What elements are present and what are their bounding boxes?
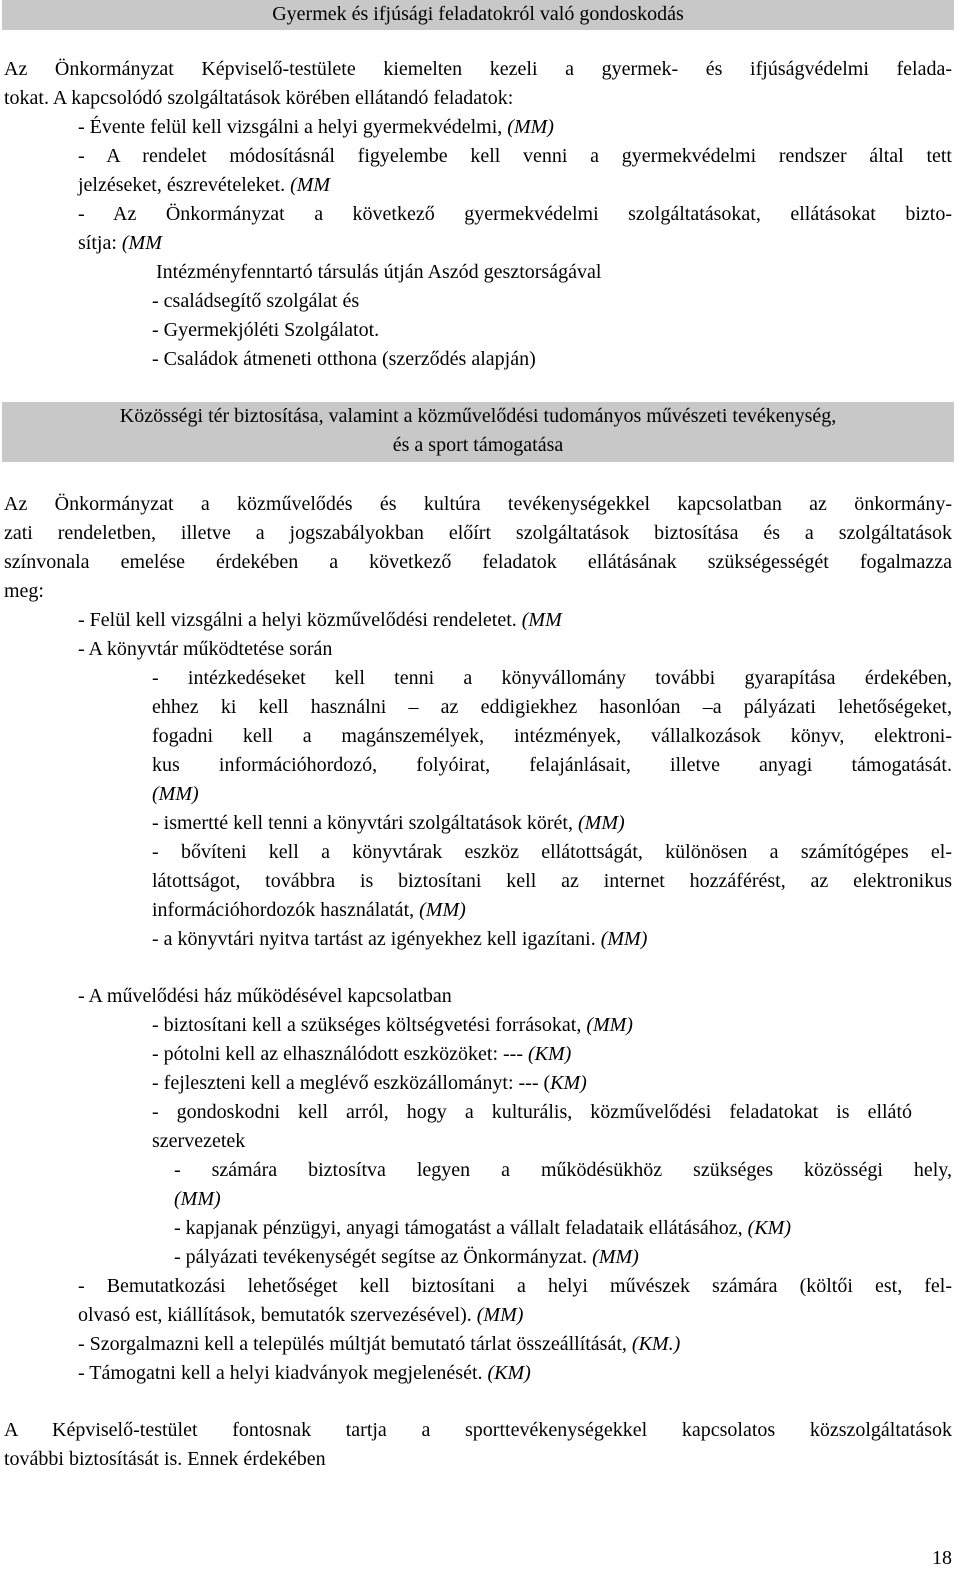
sub-item: - ismertté kell tenni a könyvtári szolgáltatások körét, (MM) (152, 812, 625, 834)
sub-item: - Gyermekjóléti Szolgálatot. (152, 319, 380, 341)
paragraph-line: meg: (4, 580, 44, 602)
sub-item: - Családok átmeneti otthona (szerződés alapján) (152, 348, 536, 370)
list-item: - Az Önkormányzat a következő gyermekvédelmi szolgáltatásokat, ellátásokat bizto- (78, 203, 952, 225)
sub-item: - gondoskodni kell arról, hogy a kulturális, közművelődési feladatokat is ellátó (152, 1101, 912, 1123)
sub-item: kus információhordozó, folyóirat, felajánlásait, illetve anyagi támogatását. (152, 754, 952, 776)
responsibility-tag: (KM.) (631, 1333, 681, 1355)
section-header-culture-line: és a sport támogatása (392, 434, 564, 456)
paragraph-line: A Képviselő-testület fontosnak tartja a sporttevékenységekkel kapcsolatos közszolgáltatások (4, 1419, 952, 1441)
list-item: - Bemutatkozási lehetőséget kell biztosítani a helyi művészek számára (költői est, fel- (78, 1275, 952, 1297)
list-item: olvasó est, kiállítások, bemutatók szervezésével). (MM) (78, 1304, 524, 1326)
paragraph-line: zati rendeletben, illetve a jogszabályokban előírt szolgáltatások biztosítása és a szolgáltatások (4, 522, 952, 544)
section-header-culture (2, 402, 954, 462)
responsibility-tag: (KM) (487, 1362, 531, 1384)
paragraph-line: tokat. A kapcsolódó szolgáltatások körében ellátandó feladatok: (4, 87, 514, 109)
sub-item: - intézkedéseket kell tenni a könyvállomány további gyarapítása érdekében, (152, 667, 952, 689)
responsibility-tag: (KM) (527, 1043, 572, 1065)
sub-sub-item: - pályázati tevékenységét segítse az Önkormányzat. (MM) (174, 1246, 639, 1268)
list-item: - Támogatni kell a helyi kiadványok megjelenését. (KM) (78, 1362, 531, 1384)
responsibility-tag: (MM (121, 232, 162, 254)
responsibility-tag: (MM) (152, 783, 199, 805)
list-item: - A könyvtár működtetése során (78, 638, 333, 660)
section-header-youth-text: Gyermek és ifjúsági feladatokról való gondoskodás (272, 3, 684, 25)
sub-item: - bővíteni kell a könyvtárak eszköz ellátottságát, különösen a számítógépes el- (152, 841, 952, 863)
responsibility-tag: (MM) (174, 1188, 221, 1210)
list-item: - A művelődési ház működésével kapcsolatban (78, 985, 452, 1007)
sub-item: látottságot, továbbra is biztosítani kell az internet hozzáférést, az elektronikus (152, 870, 952, 892)
page-number: 18 (932, 1547, 952, 1569)
paragraph-line: Az Önkormányzat a közművelődés és kultúra tevékenységekkel kapcsolatban az önkormány- (4, 493, 952, 515)
responsibility-tag: KM) (550, 1072, 587, 1094)
sub-item: - pótolni kell az elhasználódott eszközöket: --- (KM) (152, 1043, 572, 1065)
responsibility-tag: (MM (521, 609, 562, 631)
responsibility-tag: (MM) (476, 1304, 524, 1326)
sub-item: - a könyvtári nyitva tartást az igényekhez kell igazítani. (MM) (152, 928, 648, 950)
list-item: sítja: (MM (78, 232, 162, 254)
sub-item: ehhez ki kell használni – az eddigiekhez hasonlóan –a pályázati lehetőségeket, (152, 696, 952, 718)
list-item: - A rendelet módosításnál figyelembe kell venni a gyermekvédelmi rendszer által tett (78, 145, 952, 167)
responsibility-tag: (MM) (600, 928, 648, 950)
responsibility-tag: (MM) (419, 899, 466, 921)
responsibility-tag: (MM (290, 174, 331, 196)
section-header-youth (2, 0, 954, 30)
sub-item: szervezetek (152, 1130, 246, 1152)
responsibility-tag: (MM) (592, 1246, 639, 1268)
list-item: - Szorgalmazni kell a település múltját bemutató tárlat összeállítását, (KM.) (78, 1333, 681, 1355)
sub-item: - fejleszteni kell a meglévő eszközállományt: --- (KM) (152, 1072, 587, 1094)
responsibility-tag: (KM) (747, 1217, 791, 1239)
list-item: - Évente felül kell vizsgálni a helyi gyermekvédelmi, (MM) (78, 116, 554, 138)
paragraph-line: színvonala emelése érdekében a következő feladatok ellátásának szükségességét fogalmazza (4, 551, 952, 573)
sub-sub-item: - számára biztosítva legyen a működésükhöz szükséges közösségi hely, (174, 1159, 952, 1181)
section-header-culture-line: Közösségi tér biztosítása, valamint a közművelődési tudományos művészeti tevékenység, (119, 405, 837, 427)
sub-item: - biztosítani kell a szükséges költségvetési forrásokat, (MM) (152, 1014, 633, 1036)
responsibility-tag: (MM) (507, 116, 554, 138)
sub-item: Intézményfenntartó társulás útján Aszód gesztorságával (156, 261, 602, 283)
sub-item: fogadni kell a magánszemélyek, intézmények, vállalkozások könyv, elektroni- (152, 725, 952, 747)
list-item: - Felül kell vizsgálni a helyi közművelődési rendeletet. (MM (78, 609, 562, 631)
list-item: jelzéseket, észrevételeket. (MM (78, 174, 331, 196)
sub-sub-item: - kapjanak pénzügyi, anyagi támogatást a vállalt feladataik ellátásához, (KM) (174, 1217, 791, 1239)
paragraph-line: Az Önkormányzat Képviselő-testülete kiemelten kezeli a gyermek- és ifjúságvédelmi felada- (4, 58, 952, 80)
responsibility-tag: (MM) (586, 1014, 633, 1036)
sub-item: információhordozók használatát, (MM) (152, 899, 466, 921)
sub-item: - családsegítő szolgálat és (152, 290, 360, 312)
responsibility-tag: (MM) (578, 812, 625, 834)
paragraph-line: további biztosítását is. Ennek érdekében (4, 1448, 326, 1470)
